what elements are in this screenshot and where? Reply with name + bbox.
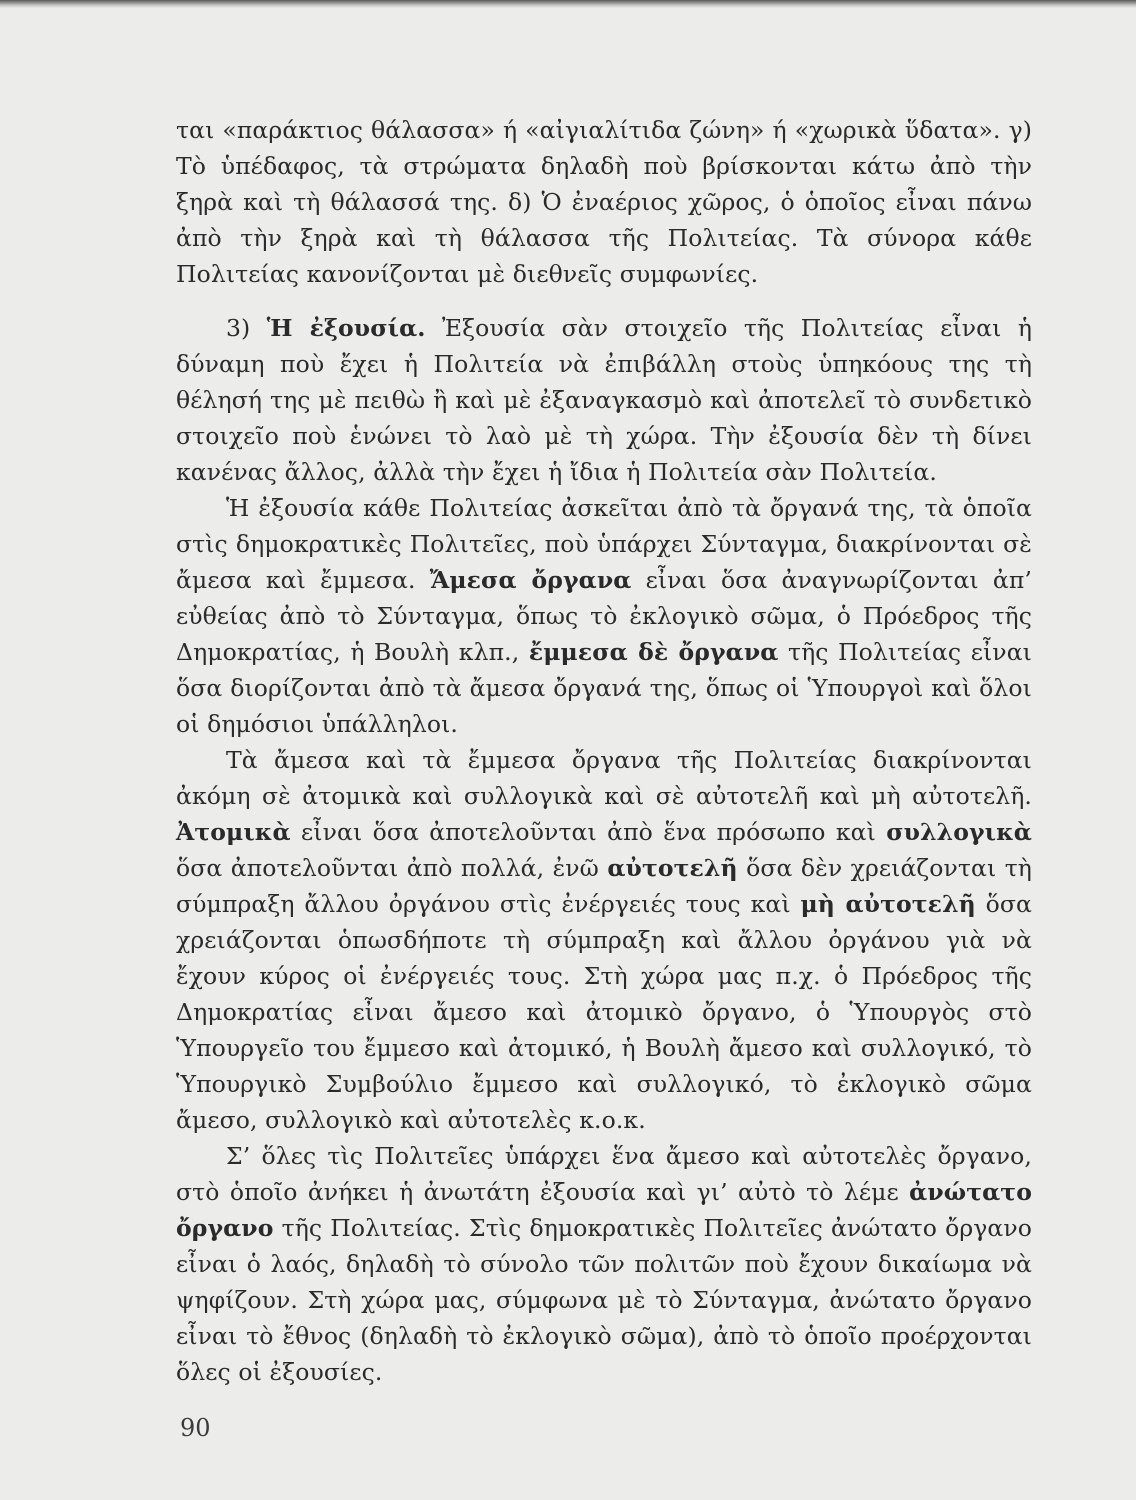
term-supreme-organ: ἀνώτατο ὄργανο	[176, 1178, 1032, 1242]
page-top-edge	[0, 0, 1136, 8]
paragraph-organs	[176, 490, 1032, 742]
term-non-autonomous: μὴ αὐτοτελῆ	[800, 890, 976, 918]
types-text-1: Τὰ ἄμεσα καὶ τὰ ἔμμεσα ὄργανα τῆς Πολιτείας διακρίνονται ἀκόμη σὲ ἀτομικὰ καὶ συλλογικὰ καὶ σὲ αὐτοτελῆ καὶ μὴ αὐτοτελῆ.	[176, 746, 1032, 810]
territory-line-1: ται «παράκτιος θάλασσα» ή «αἰγιαλίτιδα ζώνη» ή «χωρικὰ ὕδατα».	[176, 116, 1001, 144]
paragraph-organ-types	[176, 742, 1032, 1138]
types-text-2: εἶναι ὅσα ἀποτελοῦνται ἀπὸ ἕνα πρόσωπο καὶ	[301, 818, 876, 846]
organs-text-1: Ἡ ἐξουσία κάθε Πολιτείας ἀσκεῖται ἀπὸ τὰ ὄργανά της, τὰ ὁποῖα στὶς δημοκρατικὲς Πολιτεῖες, ποὺ ὑπάρχει Σύνταγμα, διακρίνονται σὲ ἄμεσα καὶ ἔμμεσα.	[176, 494, 1032, 594]
section-number: 3)	[226, 314, 251, 342]
organs-text-3: τῆς Πολιτείας εἶναι ὅσα διορίζονται ἀπὸ τὰ ἄμεσα ὄργανά της, ὅπως οἱ Ὑπουργοὶ καὶ ὅλοι οἱ δημόσιοι ὑπάλληλοι.	[176, 638, 1032, 738]
supreme-text-1: Σ’ ὅλες τὶς Πολιτεῖες ὑπάρχει ἕνα ἄμεσο καὶ αὐτοτελὲς ὄργανο, στὸ ὁποῖο ἀνήκει ἡ ἀνωτάτη ἐξουσία καὶ γι’ αὐτὸ τὸ λέμε	[176, 1142, 1032, 1206]
paragraph-authority	[176, 310, 1032, 490]
types-text-5: ὅσα χρειάζονται ὁπωσδήποτε τὴ σύμπραξη καὶ ἄλλου ὀργάνου γιὰ νὰ ἔχουν κύρος οἱ ἐνέργειές τους. Στὴ χώρα μας π.χ. ὁ Πρόεδρος τῆς Δημοκρατίας εἶναι ἄμεσο καὶ ἀτομικὸ ὄργανο, ὁ Ὑπουργὸς στὸ Ὑπουργεῖο του ἔμμεσο καὶ ἀτομικό, ἡ Βουλὴ ἄμεσο καὶ συλλογικό, τὸ Ὑπουργικὸ Συμβούλιο ἔμμεσο καὶ συλλογικό, τὸ ἐκλογικὸ σῶμα ἄμεσο, συλλογικὸ καὶ αὐτοτελὲς κ.ο.κ.	[176, 890, 1033, 1134]
paragraph-supreme-organ	[176, 1138, 1032, 1390]
page-number: 90	[180, 1414, 211, 1442]
authority-text: Ἐξουσία σὰν στοιχεῖο τῆς Πολιτείας εἶναι ἡ δύναμη ποὺ ἔχει ἡ Πολιτεία νὰ ἐπιβάλλη στοὺς ὑπηκόους της τὴ θέλησή της μὲ πειθὼ ἢ καὶ μὲ ἐξαναγκασμὸ καὶ ἀποτελεῖ τὸ συνδετικὸ στοιχεῖο ποὺ ἑνώνει τὸ λαὸ μὲ τὴ χώρα. Τὴν ἐξουσία δὲν τὴ δίνει κανένας ἄλλος, ἀλλὰ τὴν ἔχει ἡ ἴδια ἡ Πολιτεία σὰν Πολιτεία.	[176, 314, 1033, 486]
section-heading: Ἡ ἐξουσία.	[266, 314, 426, 342]
paragraph-territory-continued	[176, 112, 1032, 292]
organs-text-2: εἶναι ὅσα ἀναγνωρίζονται ἀπ’ εὐθείας ἀπὸ τὸ Σύνταγμα, ὅπως τὸ ἐκλογικὸ σῶμα, ὁ Πρόεδρος τῆς Δημοκρατίας, ἡ Βουλὴ κλπ.,	[176, 566, 1032, 666]
types-text-3: ὅσα ἀποτελοῦνται ἀπὸ πολλά, ἐνῶ	[176, 854, 599, 882]
page-body	[176, 112, 1032, 1390]
term-direct-organs: Ἄμεσα ὄργανα	[429, 566, 632, 594]
term-indirect-organs: ἔμμεσα δὲ ὄργανα	[528, 638, 779, 666]
term-collective: συλλογικὰ	[886, 818, 1032, 846]
types-text-4: ὅσα δὲν χρειάζονται τὴ σύμπραξη ἄλλου ὀργάνου στὶς ἐνέργειές τους καὶ	[176, 854, 1032, 918]
term-individual: Ἀτομικὰ	[176, 818, 291, 846]
territory-line-2: γ) Τὸ ὑπέδαφος, τὰ στρώματα δηλαδὴ ποὺ βρίσκονται κάτω ἀπὸ τὴν ξηρὰ καὶ τὴ θάλασσά της. δ) Ὁ ἐναέριος χῶρος, ὁ ὁποῖος εἶναι πάνω ἀπὸ τὴν ξηρὰ καὶ τὴ θάλασσα τῆς Πολιτείας. Τὰ σύνορα κάθε Πολιτείας κανονίζονται μὲ διεθνεῖς συμφωνίες.	[176, 116, 1032, 288]
term-autonomous: αὐτοτελῆ	[607, 854, 738, 882]
supreme-text-2: τῆς Πολιτείας. Στὶς δημοκρατικὲς Πολιτεῖες ἀνώτατο ὄργανο εἶναι ὁ λαός, δηλαδὴ τὸ σύνολο τῶν πολιτῶν ποὺ ἔχουν δικαίωμα νὰ ψηφίζουν. Στὴ χώρα μας, σύμφωνα μὲ τὸ Σύνταγμα, ἀνώτατο ὄργανο εἶναι τὸ ἔθνος (δηλαδὴ τὸ ἐκλογικὸ σῶμα), ἀπὸ τὸ ὁποῖο προέρχονται ὅλες οἱ ἐξουσίες.	[176, 1214, 1032, 1386]
